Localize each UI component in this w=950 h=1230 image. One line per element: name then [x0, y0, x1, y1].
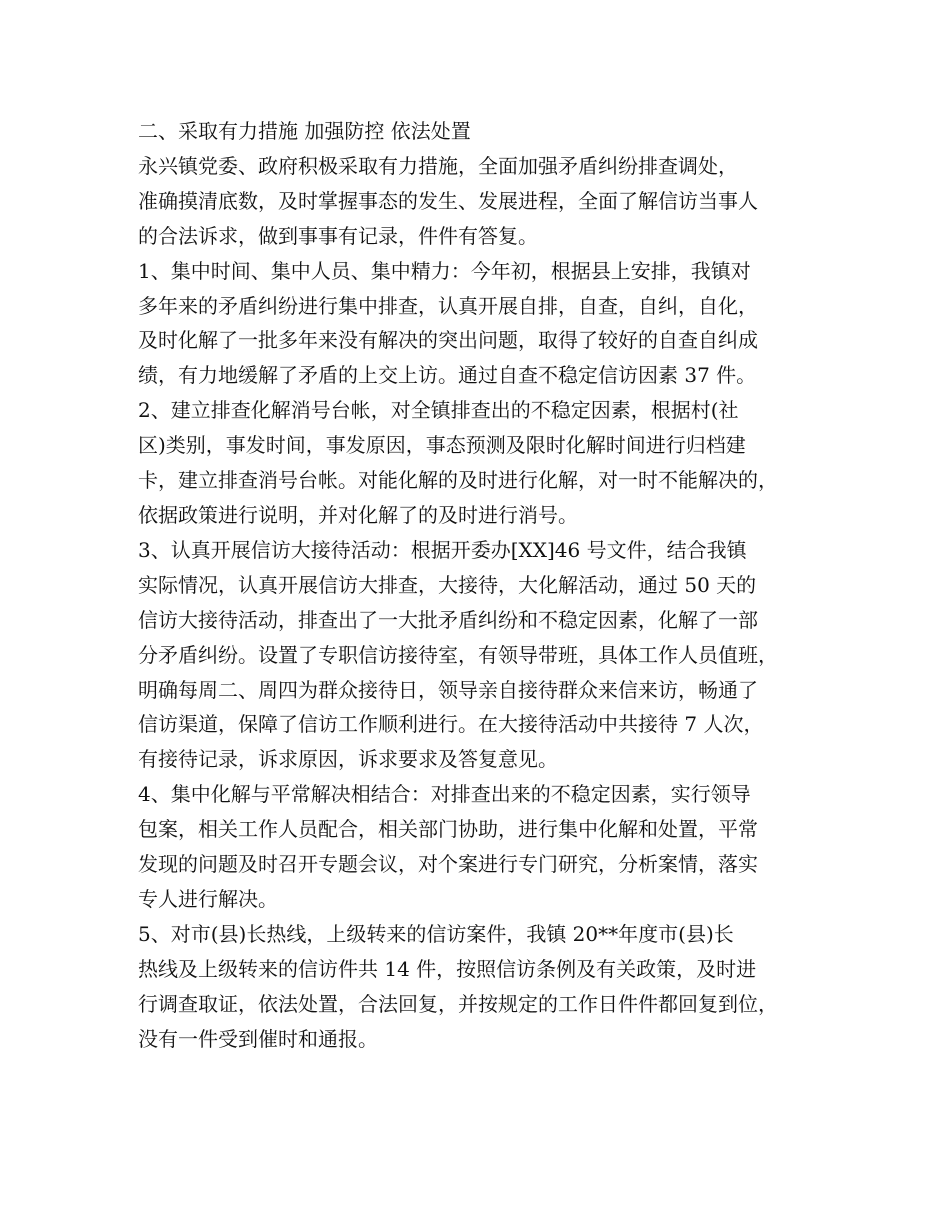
- document-page: [138, 114, 828, 1056]
- paragraph-item-1: 1、集中时间、集中人员、集中精力：今年初，根据县上安排，我镇对 多年来的矛盾纠纷进行集中排查，认真开展自排，自查，自纠，自化， 及时化解了一批多年来没有解决的突出问题，取得了较好的自查自纠成 绩，有力地缓解了矛盾的上交上访。通过自查不稳定信访因素 37 件。: [138, 258, 758, 388]
- paragraph-intro: 永兴镇党委、政府积极采取有力措施，全面加强矛盾纠纷排查调处， 准确摸清底数，及时掌握事态的发生、发展进程，全面了解信访当事人 的合法诉求，做到事事有记录，件件有答复。: [138, 153, 758, 248]
- paragraph-item-4: 4、集中化解与平常解决相结合：对排查出来的不稳定因素，实行领导 包案，相关工作人员配合，相关部门协助，进行集中化解和处置，平常 发现的问题及时召开专题会议，对个案进行专门研究，分析案情，落实 专人进行解决。: [138, 782, 758, 911]
- paragraph-item-3: 3、认真开展信访大接待活动：根据开委办[XX]46 号文件，结合我镇 实际情况，认真开展信访大排查，大接待，大化解活动，通过 50 天的 信访大接待活动，排查出了一大批矛盾纠纷和不稳定因素，化解了一部 分矛盾纠纷。设置了专职信访接待室，有领导带班，具体工作人员值班， 明确每周二、周四为群众接待日，领导亲自接待群众来信来访，畅通了 信访渠道，保障了信访工作顺利进行。在大接待活动中共接待 7 人次， 有接待记录，诉求原因，诉求要求及答复意见。: [138, 537, 778, 772]
- paragraph-item-5: 5、对市(县)长热线，上级转来的信访案件，我镇 20**年度市(县)长 热线及上级转来的信访件共 14 件，按照信访条例及有关政策，及时进 行调查取证，依法处置，合法回复，并按规定的工作日件件都回复到位， 没有一件受到催时和通报。: [138, 921, 778, 1051]
- section-heading: 二、采取有力措施 加强防控 依法处置: [138, 119, 471, 143]
- paragraph-item-2: 2、建立排查化解消号台帐，对全镇排查出的不稳定因素，根据村(社 区)类别，事发时间，事发原因，事态预测及限时化解时间进行归档建 卡，建立排查消号台帐。对能化解的及时进行化解，对一时不能解决的， 依据政策进行说明，并对化解了的及时进行消号。: [138, 398, 778, 527]
